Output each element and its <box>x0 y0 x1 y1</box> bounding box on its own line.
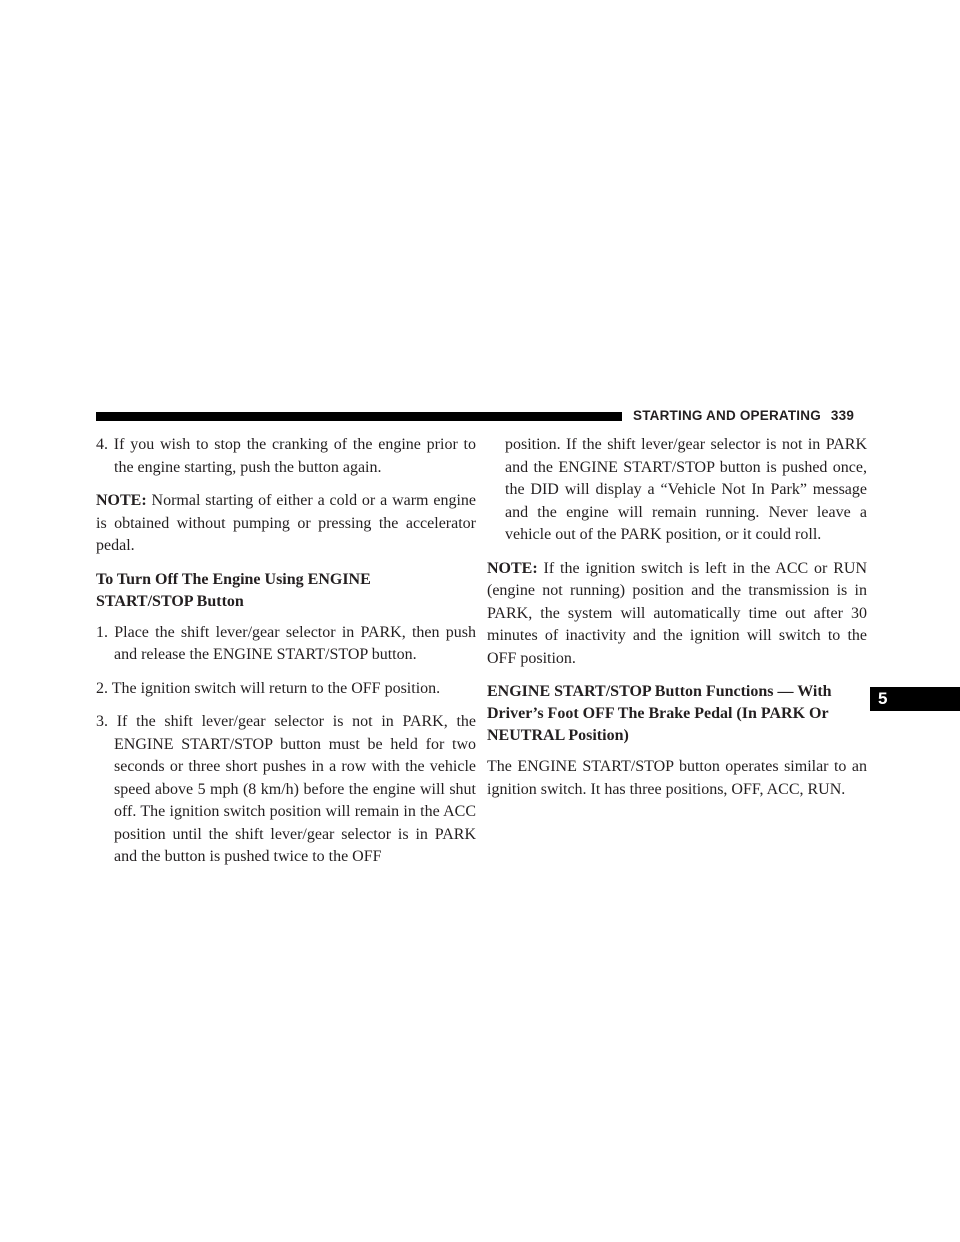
step-3-continued: position. If the shift lever/gear selector is not in PARK and the ENGINE START/STOP button is pushed once, the DID will display a “Vehicle Not In Park” message and the engine will remain running. Never leave a vehicle out of the PARK position, or it could roll. <box>505 436 867 543</box>
page-number: 339 <box>830 408 855 423</box>
note-2 <box>487 558 867 671</box>
note-text: If the ignition switch is left in the ACC or RUN (engine not running) position and the transmission is in PARK, the system will automatically time out after 30 minutes of inactivity and the ignition will switch to the OFF position. <box>487 559 867 667</box>
heading-line: ENGINE START/STOP Button Functions — With <box>487 683 832 700</box>
step-2: 2. The ignition switch will return to the OFF position. <box>96 679 441 697</box>
heading-line: Driver’s Foot OFF The Brake Pedal (In PARK Or <box>487 705 829 722</box>
note-text: Normal starting of either a cold or a warm engine is obtained without pumping or pressing the accelerator pedal. <box>96 492 476 554</box>
note-1 <box>96 490 476 558</box>
heading-line: To Turn Off The Engine Using ENGINE <box>96 570 371 588</box>
step-1: 1. Place the shift lever/gear selector in PARK, then push and release the ENGINE START/STOP button. <box>96 623 476 663</box>
left-column <box>96 434 476 880</box>
paragraph-button-operation: The ENGINE START/STOP button operates similar to an ignition switch. It has three positions, OFF, ACC, RUN. <box>487 758 867 798</box>
section-heading-button-functions <box>487 681 867 747</box>
note-label: NOTE: <box>487 559 538 577</box>
section-title: STARTING AND OPERATING <box>633 408 821 423</box>
step-3: 3. If the shift lever/gear selector is not in PARK, the ENGINE START/STOP button must be held for two seconds or three short pushes in a row with the vehicle speed above 5 mph (8 km/h) before the engine will shut off. The ignition switch position will remain in the ACC position until the shift lever/gear selector is in PARK and the button is pushed twice to the OFF <box>96 713 476 865</box>
running-header <box>633 406 873 426</box>
right-column <box>487 434 867 812</box>
section-heading-turn-off <box>96 569 476 613</box>
step-4: 4. If you wish to stop the cranking of the engine prior to the engine starting, push the button again. <box>96 436 476 476</box>
heading-line: START/STOP Button <box>96 592 244 610</box>
header-rule <box>96 412 622 421</box>
heading-line: NEUTRAL Position) <box>487 727 629 744</box>
chapter-tab: 5 <box>870 687 960 711</box>
note-label: NOTE: <box>96 492 147 509</box>
